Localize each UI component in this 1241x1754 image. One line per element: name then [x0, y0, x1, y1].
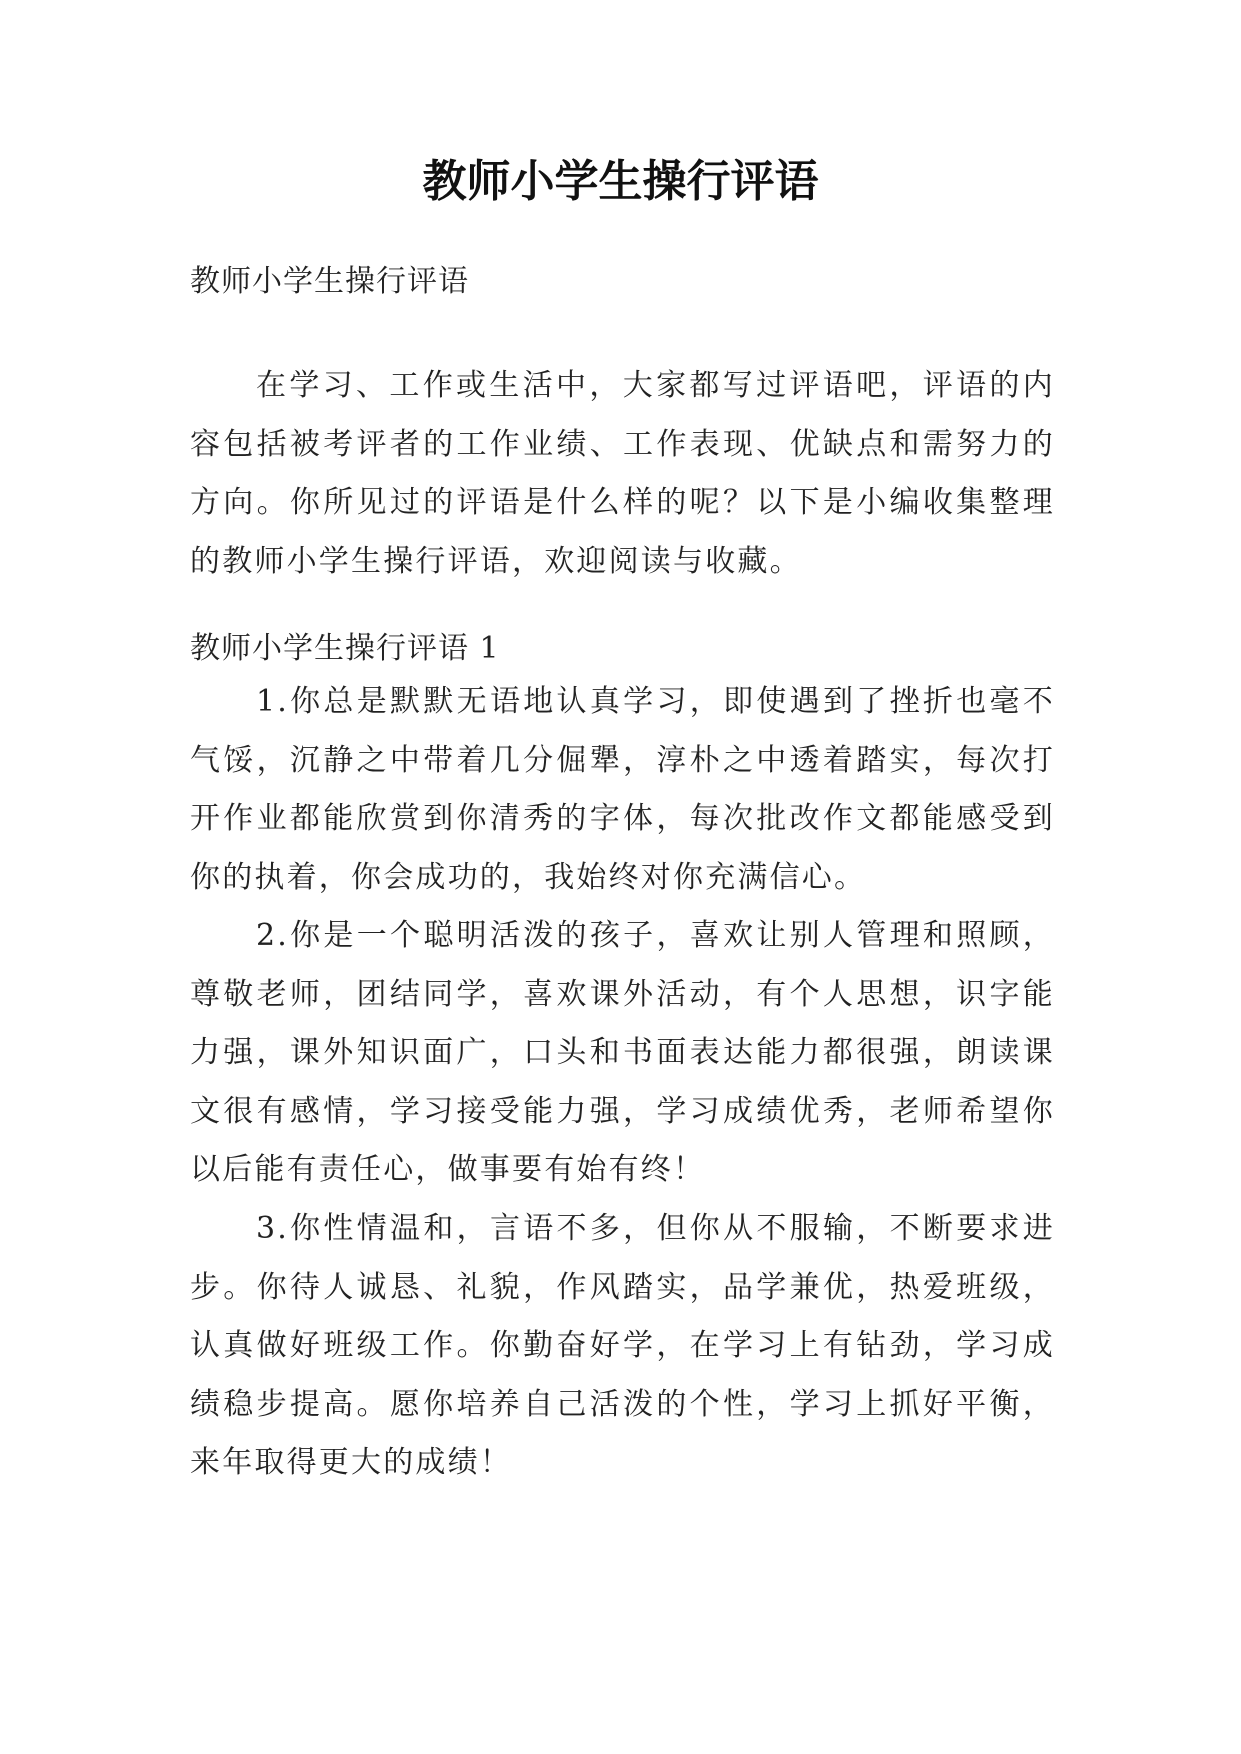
- document-title: 教师小学生操行评语: [422, 156, 819, 207]
- comment-item-1: 1.你总是默默无语地认真学习，即使遇到了挫折也毫不气馁，沉静之中带着几分倔犟，淳朴之中透着踏实，每次打开作业都能欣赏到你清秀的字体，每次批改作文都能感受到你的执着，你会成功的，我始终对你充满信心。: [190, 684, 1055, 895]
- document-subtitle: 教师小学生操行评语: [190, 264, 469, 299]
- comment-item-3: 3.你性情温和，言语不多，但你从不服输，不断要求进步。你待人诚恳、礼貌，作风踏实，品学兼优，热爱班级，认真做好班级工作。你勤奋好学，在学习上有钻劲，学习成绩稳步提高。愿你培养自己活泼的个性，学习上抓好平衡，来年取得更大的成绩！: [190, 1211, 1055, 1480]
- comment-item-2: 2.你是一个聪明活泼的孩子，喜欢让别人管理和照顾，尊敬老师，团结同学，喜欢课外活动，有个人思想，识字能力强，课外知识面广，口头和书面表达能力都很强，朗读课文很有感情，学习接受能力强，学习成绩优秀，老师希望你以后能有责任心，做事要有始有终！: [190, 918, 1055, 1187]
- section-heading: 教师小学生操行评语 1: [190, 631, 500, 666]
- intro-paragraph: 在学习、工作或生活中，大家都写过评语吧，评语的内容包括被考评者的工作业绩、工作表现、优缺点和需努力的方向。你所见过的评语是什么样的呢？以下是小编收集整理的教师小学生操行评语，欢迎阅读与收藏。: [190, 368, 1055, 579]
